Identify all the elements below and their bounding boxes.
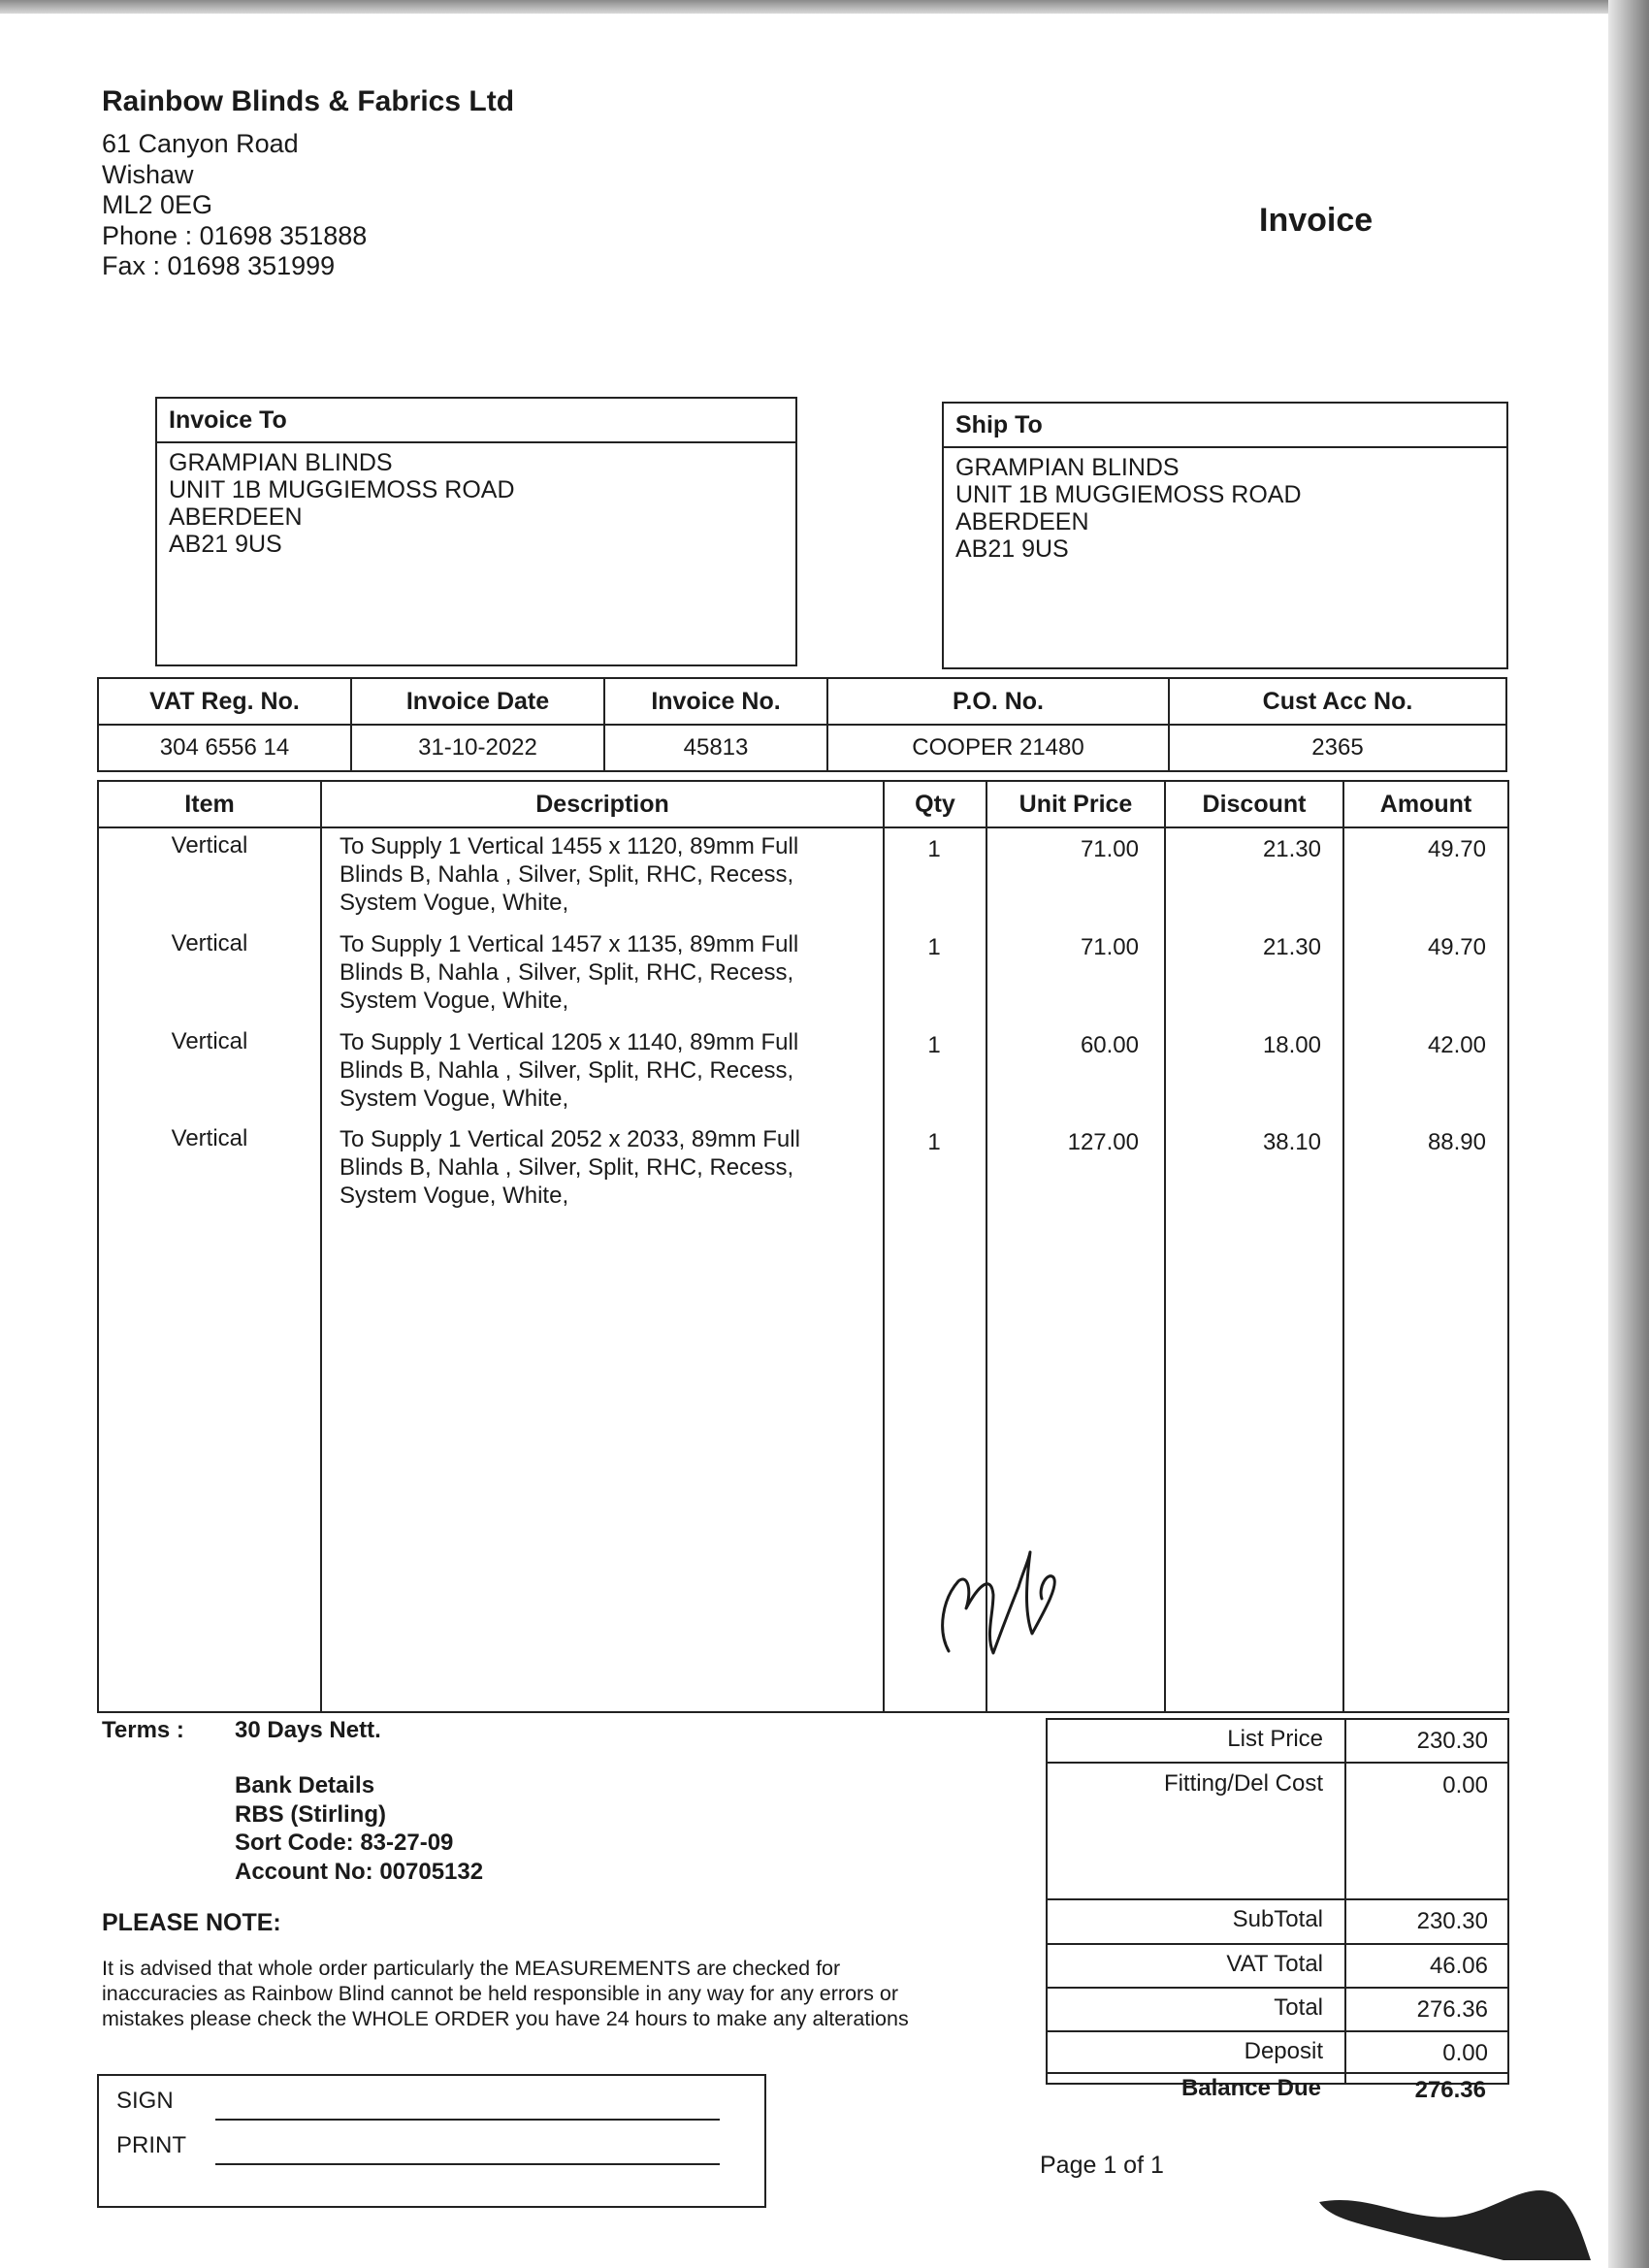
company-address-line: 61 Canyon Road <box>102 129 299 158</box>
meta-header-date: Invoice Date <box>351 678 604 725</box>
item-amount: 49.70 <box>1427 934 1486 960</box>
item-unit-price: 71.00 <box>1080 836 1139 862</box>
column-header-discount: Discount <box>1202 791 1307 818</box>
totals-row-divider <box>1048 1943 1507 1945</box>
customer-account-no: 2365 <box>1169 725 1506 771</box>
totals-row-divider <box>1048 2030 1507 2032</box>
column-header-unit-price: Unit Price <box>1018 791 1133 818</box>
invoice-date: 31-10-2022 <box>351 725 604 771</box>
description-line: Blinds B, Nahla , Silver, Split, RHC, Recess, <box>340 959 794 986</box>
terms-value: 30 Days Nett. <box>235 1717 381 1743</box>
fitting-value: 0.00 <box>1442 1772 1488 1798</box>
balance-due-label: Balance Due <box>1180 2075 1321 2101</box>
totals-row-divider <box>1048 1987 1507 1989</box>
company-address-line: ML2 0EG <box>102 190 213 219</box>
item-unit-price: 127.00 <box>1067 1129 1139 1155</box>
item-qty: 1 <box>927 934 941 960</box>
sign-label: SIGN <box>116 2088 174 2114</box>
item-amount: 49.70 <box>1427 836 1486 862</box>
note-title: PLEASE NOTE: <box>102 1909 281 1936</box>
totals-row-divider <box>1048 1762 1507 1764</box>
item-unit-price: 71.00 <box>1080 934 1139 960</box>
bank-account-no: Account No: 00705132 <box>235 1858 484 1885</box>
item-discount: 21.30 <box>1262 836 1321 862</box>
subtotal-value: 230.30 <box>1416 1908 1488 1934</box>
balance-due-value: 276.36 <box>1414 2077 1486 2103</box>
meta-header-row <box>98 678 1506 725</box>
ship-to-line: ABERDEEN <box>955 508 1089 535</box>
meta-header-po: P.O. No. <box>827 678 1169 725</box>
description-line: Blinds B, Nahla , Silver, Split, RHC, Recess, <box>340 1154 794 1181</box>
meta-value-row <box>98 725 1506 771</box>
list-price-label: List Price <box>1227 1726 1323 1752</box>
column-header-item: Item <box>184 791 235 818</box>
description-line: To Supply 1 Vertical 1455 x 1120, 89mm Full <box>340 833 799 859</box>
print-line <box>215 2163 720 2165</box>
item-discount: 18.00 <box>1262 1032 1321 1058</box>
ship-to-box <box>942 402 1508 669</box>
item-type: Vertical <box>171 1125 248 1151</box>
item-type: Vertical <box>171 832 248 859</box>
company-fax: Fax : 01698 351999 <box>102 251 336 280</box>
item-description <box>340 1028 799 1113</box>
list-price-value: 230.30 <box>1416 1728 1488 1754</box>
ship-to-heading: Ship To <box>944 404 1506 448</box>
item-amount: 42.00 <box>1427 1032 1486 1058</box>
column-header-qty: Qty <box>915 791 955 818</box>
deposit-label: Deposit <box>1244 2038 1323 2064</box>
total-value: 276.36 <box>1416 1996 1488 2023</box>
table-row <box>99 832 1507 929</box>
item-description <box>340 1125 800 1210</box>
description-line: To Supply 1 Vertical 2052 x 2033, 89mm Full <box>340 1126 800 1152</box>
description-line: System Vogue, White, <box>340 1085 569 1112</box>
note-text <box>102 1956 1033 2031</box>
item-qty: 1 <box>927 836 941 862</box>
company-name: Rainbow Blinds & Fabrics Ltd <box>102 85 515 117</box>
handwritten-initials <box>929 1506 1162 1670</box>
bank-sort-code: Sort Code: 83-27-09 <box>235 1830 454 1856</box>
meta-header-invoice-no: Invoice No. <box>604 678 827 725</box>
signature-box <box>97 2074 766 2208</box>
po-number: COOPER 21480 <box>827 725 1169 771</box>
line-items-table <box>97 780 1509 1713</box>
scan-artifact <box>1310 2163 1600 2260</box>
meta-header-cust-acc: Cust Acc No. <box>1169 678 1506 725</box>
ship-to-line: GRAMPIAN BLINDS <box>955 454 1180 481</box>
page-number: Page 1 of 1 <box>1040 2152 1164 2179</box>
ship-to-line: UNIT 1B MUGGIEMOSS ROAD <box>955 481 1302 508</box>
deposit-value: 0.00 <box>1442 2040 1488 2066</box>
description-line: Blinds B, Nahla , Silver, Split, RHC, Recess, <box>340 861 794 888</box>
totals-box <box>1046 1718 1509 2085</box>
description-line: System Vogue, White, <box>340 890 569 916</box>
invoice-number: 45813 <box>604 725 827 771</box>
item-discount: 21.30 <box>1262 934 1321 960</box>
table-row <box>99 930 1507 1027</box>
invoice-to-line: AB21 9US <box>169 531 282 558</box>
item-discount: 38.10 <box>1262 1129 1321 1155</box>
invoice-to-line: GRAMPIAN BLINDS <box>169 449 393 476</box>
invoice-to-box <box>155 397 797 666</box>
scan-edge-top <box>0 0 1649 14</box>
item-description <box>340 832 799 917</box>
ship-to-line: AB21 9US <box>955 535 1069 563</box>
item-unit-price: 60.00 <box>1080 1032 1139 1058</box>
company-address-line: Wishaw <box>102 159 194 189</box>
total-label: Total <box>1274 1994 1323 2021</box>
description-line: To Supply 1 Vertical 1205 x 1140, 89mm Full <box>340 1029 799 1055</box>
company-phone: Phone : 01698 351888 <box>102 220 368 250</box>
description-line: System Vogue, White, <box>340 1183 569 1209</box>
bank-name: RBS (Stirling) <box>235 1800 386 1828</box>
bank-details <box>235 1771 483 1886</box>
vat-total-value: 46.06 <box>1429 1953 1488 1979</box>
invoice-to-line: UNIT 1B MUGGIEMOSS ROAD <box>169 476 515 503</box>
description-line: System Vogue, White, <box>340 988 569 1014</box>
company-address <box>102 129 367 282</box>
item-qty: 1 <box>927 1032 941 1058</box>
invoice-meta-table <box>97 677 1507 772</box>
invoice-to-line: ABERDEEN <box>169 503 303 531</box>
header-divider <box>99 826 1507 828</box>
note-line: It is advised that whole order particularly the MEASUREMENTS are checked for <box>102 1957 841 1980</box>
print-label: PRINT <box>116 2132 186 2158</box>
fitting-label: Fitting/Del Cost <box>1163 1770 1323 1797</box>
terms-label: Terms : <box>102 1717 184 1743</box>
table-row <box>99 1125 1507 1222</box>
item-amount: 88.90 <box>1427 1129 1486 1155</box>
invoice-to-heading: Invoice To <box>157 399 795 443</box>
vat-total-label: VAT Total <box>1226 1951 1323 1977</box>
item-qty: 1 <box>927 1129 941 1155</box>
note-line: mistakes please check the WHOLE ORDER you have 24 hours to make any alterations <box>102 2007 909 2030</box>
vat-reg-no: 304 6556 14 <box>98 725 351 771</box>
description-line: Blinds B, Nahla , Silver, Split, RHC, Recess, <box>340 1057 794 1084</box>
sign-line <box>215 2119 720 2121</box>
item-description <box>340 930 799 1015</box>
column-header-amount: Amount <box>1379 791 1472 818</box>
meta-header-vat: VAT Reg. No. <box>98 678 351 725</box>
item-type: Vertical <box>171 930 248 956</box>
totals-row-divider <box>1048 2072 1507 2074</box>
bank-heading: Bank Details <box>235 1772 375 1798</box>
document-title: Invoice <box>1259 202 1374 239</box>
scan-edge-right <box>1608 0 1649 2268</box>
description-line: To Supply 1 Vertical 1457 x 1135, 89mm Full <box>340 931 799 957</box>
item-type: Vertical <box>171 1028 248 1054</box>
column-header-description: Description <box>535 791 669 818</box>
subtotal-label: SubTotal <box>1232 1906 1323 1932</box>
note-line: inaccuracies as Rainbow Blind cannot be held responsible in any way for any errors or <box>102 1982 899 2005</box>
table-row <box>99 1028 1507 1125</box>
totals-row-divider <box>1048 1898 1507 1900</box>
